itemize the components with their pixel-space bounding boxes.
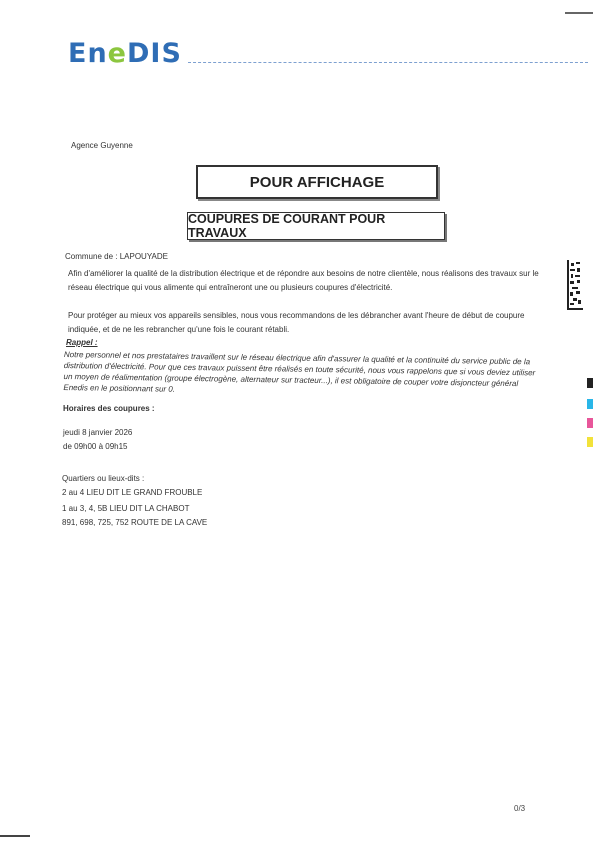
enedis-logo (68, 38, 182, 69)
commune-line: Commune de : LAPOUYADE (65, 252, 169, 261)
schedule-time: de 09h00 à 09h15 (63, 442, 128, 451)
locations-title: Quartiers ou lieux-dits : (62, 474, 145, 483)
main-title: POUR AFFICHAGE (196, 165, 438, 199)
location-item: 1 au 3, 4, 5B LIEU DIT LA CHABOT (62, 504, 190, 513)
logo-part: e (107, 38, 127, 69)
sub-title: COUPURES DE COURANT POUR TRAVAUX (187, 212, 445, 240)
page-number: 0/3 (514, 804, 526, 813)
color-mark-yellow (587, 437, 593, 447)
corner-scan-mark (0, 835, 30, 837)
header-rule (188, 62, 588, 63)
intro-paragraph: Afin d'améliorer la qualité de la distribution électrique et de répondre aux besoins de notre clientèle, nous réalisons des travaux sur le réseau électrique qui vous alimente qui entraîneront une ou plusieurs coupures d'électricité. (68, 269, 539, 292)
rappel-text: Notre personnel et nos prestataires travaillent sur le réseau électrique afin d'assurer la qualité et la continuité du service public de la distribution d'électricité. Pour que ces travaux puissent être réalisés en toute sécurité, nous vous rappelons que si vous deviez utiliser un moyen de réalimentation (groupe électrogène, alternateur sur tracteur...), il est obligatoire de couper votre disjoncteur général Enedis en le positionnant sur 0. (63, 349, 536, 394)
advice-paragraph: Pour protéger au mieux vos appareils sensibles, nous vous recommandons de les débrancher avant l'heure de début de coupure indiquée, et de ne les rebrancher qu'une fois le courant rétabli. (68, 311, 525, 334)
corner-scan-mark (565, 12, 593, 14)
agency-name: Agence Guyenne (71, 141, 133, 150)
schedule-date: jeudi 8 janvier 2026 (63, 428, 133, 437)
schedule-title: Horaires des coupures : (63, 404, 155, 413)
logo-part: En (68, 38, 108, 69)
color-mark-black (587, 378, 593, 388)
location-item: 891, 698, 725, 752 ROUTE DE LA CAVE (62, 518, 208, 527)
color-mark-magenta (587, 418, 593, 428)
color-mark-cyan (587, 399, 593, 409)
datamatrix-code (567, 260, 583, 310)
logo-part: DIS (126, 38, 182, 69)
rappel-title: Rappel : (66, 338, 98, 347)
location-item: 2 au 4 LIEU DIT LE GRAND FROUBLE (62, 488, 203, 497)
